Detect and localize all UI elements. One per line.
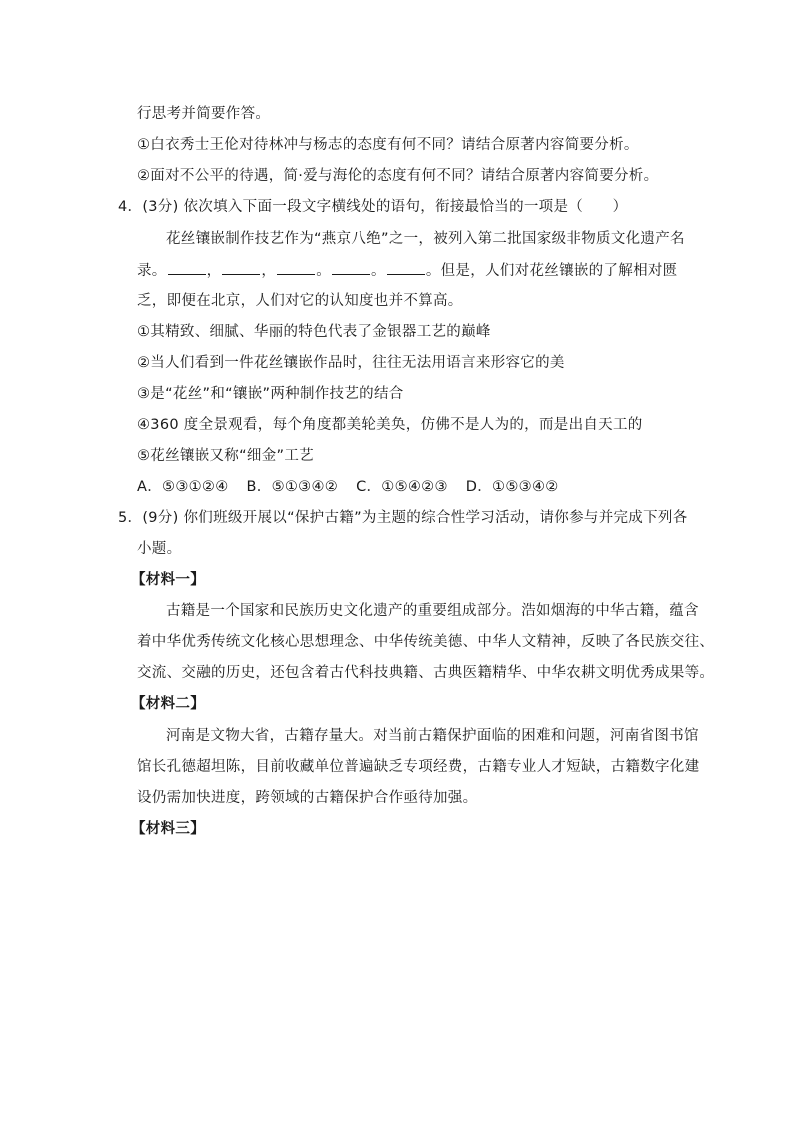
q4-option-a: A．⑤③①②④ xyxy=(137,479,229,495)
q4-item-4: ④360 度全景观看，每个角度都美轮美奂，仿佛不是人为的，而是出自天工的 xyxy=(137,417,643,433)
q4-item-2: ②当人们看到一件花丝镶嵌作品时，往往无法用语言来形容它的美 xyxy=(137,355,565,371)
q4-para-end: 但是，人们对花丝镶嵌的了解相对匮 xyxy=(440,263,678,279)
punct: ， xyxy=(261,263,277,279)
q4-item-3: ③是“花丝”和“镶嵌”两种制作技艺的结合 xyxy=(137,386,404,402)
material-2-line-1: 河南是文物大省，古籍存量大。对当前古籍保护面临的困难和问题，河南省图书馆 xyxy=(166,728,699,744)
q4-stem: 4．(3分) 依次填入下面一段文字横线处的语句，衔接最恰当的一项是（ ） xyxy=(118,199,628,215)
material-1-line-1: 古籍是一个国家和民族历史文化遗产的重要组成部分。浩如烟海的中华古籍，蕴含 xyxy=(166,603,699,619)
q4-item-1: ①其精致、细腻、华丽的特色代表了金银器工艺的巅峰 xyxy=(137,324,491,340)
q4-option-b: B．⑤①③④② xyxy=(246,479,339,495)
q4-option-d: D．①⑤③④② xyxy=(465,479,559,495)
q4-item-5: ⑤花丝镶嵌又称“细金”工艺 xyxy=(137,448,314,464)
q4-options xyxy=(137,477,559,497)
blank-line-3 xyxy=(277,260,315,275)
punct: 。 xyxy=(425,263,441,279)
q4-paragraph-line-1: 花丝镶嵌制作技艺作为“燕京八绝”之一，被列入第二批国家级非物质文化遗产名 xyxy=(166,231,685,247)
q4-paragraph-line-3: 乏，即便在北京，人们对它的认知度也并不算高。 xyxy=(137,293,463,309)
punct: 。 xyxy=(371,263,386,279)
q5-stem-line-2: 小题。 xyxy=(137,541,182,557)
blank-line-1 xyxy=(168,260,206,275)
q4-para-start: 录。 xyxy=(137,263,167,279)
punct: 。 xyxy=(316,263,332,279)
q3-subquestion-1: ①白衣秀士王伦对待林冲与杨志的态度有何不同？请结合原著内容简要分析。 xyxy=(137,137,639,153)
blank-line-2 xyxy=(222,260,260,275)
q3-continuation: 行思考并简要作答。 xyxy=(137,106,271,122)
q3-subquestion-2: ②面对不公平的待遇，简·爱与海伦的态度有何不同？请结合原著内容简要分析。 xyxy=(137,168,659,184)
material-2-heading: 【材料二】 xyxy=(131,696,205,712)
blank-line-4 xyxy=(332,260,370,275)
material-3-heading: 【材料三】 xyxy=(131,821,205,837)
material-2-line-2: 馆长孔德超坦陈，目前收藏单位普遍缺乏专项经费，古籍专业人才短缺，古籍数字化建 xyxy=(137,759,700,775)
material-1-line-2: 着中华优秀传统文化核心思想理念、中华传统美德、中华人文精神，反映了各民族交往、 xyxy=(137,634,715,650)
blank-line-5 xyxy=(387,260,425,275)
material-2-line-3: 设仍需加快进度，跨领域的古籍保护合作亟待加强。 xyxy=(137,790,478,806)
q5-stem-line-1: 5．(9分) 你们班级开展以“保护古籍”为主题的综合性学习活动，请你参与并完成下列各 xyxy=(118,510,688,526)
material-1-heading: 【材料一】 xyxy=(131,572,205,588)
q4-paragraph-line-2 xyxy=(137,260,677,281)
q4-option-c: C．①⑤④②③ xyxy=(356,479,448,495)
punct: ， xyxy=(206,263,222,279)
material-1-line-3: 交流、交融的历史，还包含着古代科技典籍、古典医籍精华、中华农耕文明优秀成果等。 xyxy=(137,665,715,681)
